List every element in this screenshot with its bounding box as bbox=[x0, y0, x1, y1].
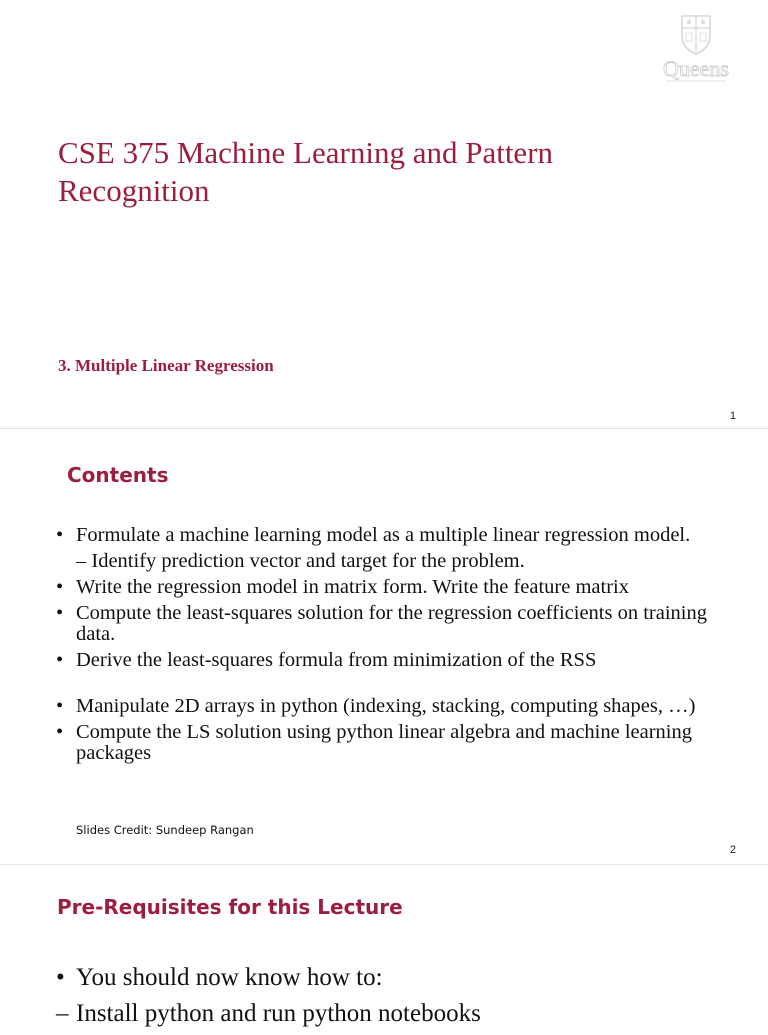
list-item-text: Manipulate 2D arrays in python (indexing, stacking, computing shapes, …) bbox=[76, 695, 696, 717]
title-slide bbox=[0, 0, 768, 428]
list-item bbox=[56, 696, 746, 717]
list-item bbox=[56, 525, 746, 546]
bullet-marker: • bbox=[56, 964, 65, 991]
contents-list bbox=[56, 525, 746, 769]
list-item-text: Formulate a machine learning model as a multiple linear regression model. bbox=[76, 524, 691, 546]
slide-credit: Slides Credit: Sundeep Rangan bbox=[76, 823, 254, 837]
list-item bbox=[56, 577, 746, 598]
contents-slide bbox=[0, 428, 768, 865]
list-item bbox=[56, 551, 746, 572]
list-item bbox=[56, 963, 756, 993]
page-number: 1 bbox=[729, 410, 736, 422]
list-item-text: Write the regression model in matrix form. Write the feature matrix bbox=[76, 576, 629, 598]
list-item-text: Identify prediction vector and target for the problem. bbox=[91, 550, 525, 572]
prerequisites-list bbox=[56, 963, 756, 1035]
bullet-marker: • bbox=[56, 602, 64, 624]
bullet-marker: – bbox=[56, 1000, 69, 1027]
bullet-marker: • bbox=[56, 649, 64, 671]
bullet-marker: • bbox=[56, 576, 64, 598]
slide-heading: Pre-Requisites for this Lecture bbox=[57, 895, 403, 919]
bullet-marker: • bbox=[56, 721, 64, 743]
slide-heading: Contents bbox=[67, 463, 169, 487]
list-item bbox=[56, 722, 746, 764]
list-item bbox=[56, 603, 746, 645]
university-logo bbox=[644, 14, 748, 84]
list-item-text: You should now know how to: bbox=[76, 964, 383, 991]
bullet-marker: • bbox=[56, 524, 64, 546]
bullet-marker: – bbox=[76, 550, 87, 572]
list-item-text: Derive the least-squares formula from minimization of the RSS bbox=[76, 649, 597, 671]
list-item bbox=[56, 650, 746, 671]
slide-subtitle: 3. Multiple Linear Regression bbox=[58, 356, 274, 375]
list-item-text: Compute the LS solution using python linear algebra and machine learning packages bbox=[76, 721, 693, 764]
list-item-text: Compute the least-squares solution for the regression coefficients on training data. bbox=[76, 602, 707, 645]
page-number: 2 bbox=[729, 844, 736, 856]
bullet-marker: • bbox=[56, 695, 64, 717]
svg-text:Queens: Queens bbox=[663, 56, 729, 81]
slide-title: CSE 375 Machine Learning and Pattern Recognition bbox=[58, 135, 554, 208]
list-item-text: Install python and run python notebooks bbox=[76, 1000, 481, 1027]
prerequisites-slide bbox=[0, 864, 768, 1025]
list-item bbox=[56, 999, 756, 1029]
